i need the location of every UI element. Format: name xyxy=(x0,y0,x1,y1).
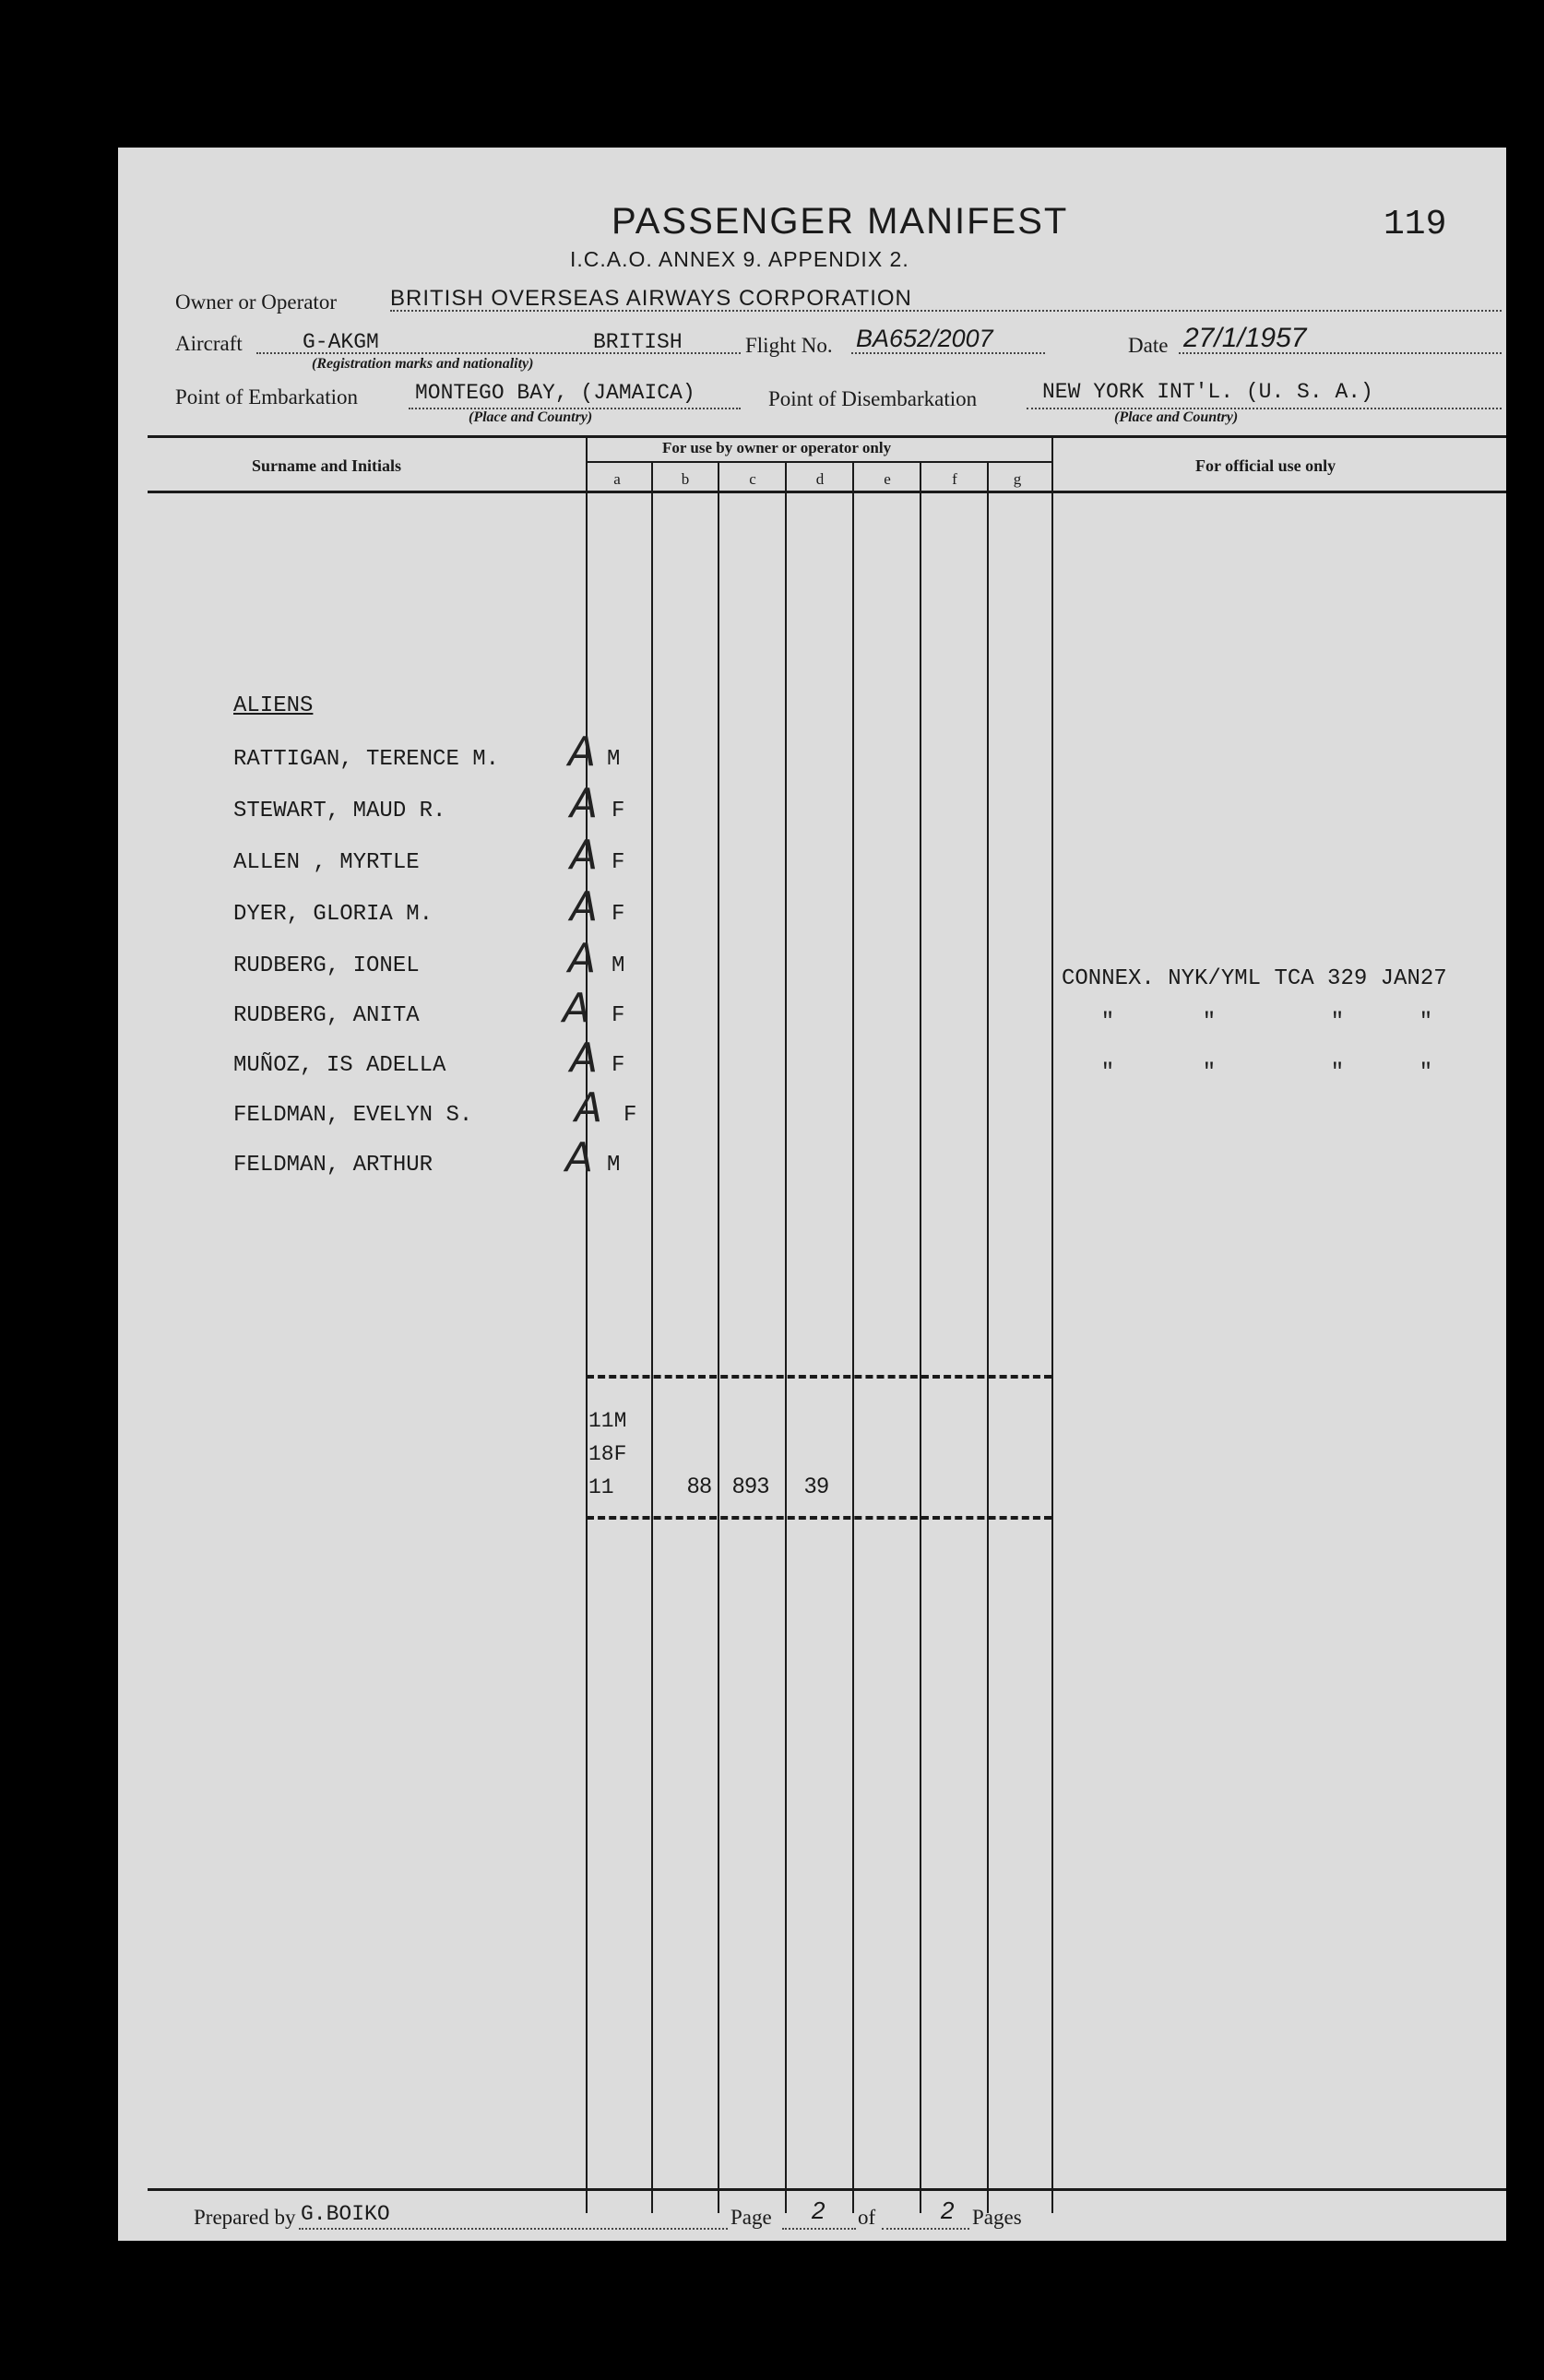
owner-use-header: For use by owner or operator only xyxy=(662,439,892,456)
passenger-name: RUDBERG, IONEL xyxy=(233,953,420,978)
prepared-by-value: G.BOIKO xyxy=(301,2202,390,2226)
aircraft-registration: G-AKGM xyxy=(303,330,379,354)
date-label: Date xyxy=(1128,334,1169,357)
ditto-mark: " xyxy=(1202,1060,1217,1085)
column-divider xyxy=(1051,435,1053,2213)
of-label: of xyxy=(858,2206,876,2229)
handwritten-a-mark: A xyxy=(568,728,597,776)
column-divider xyxy=(920,463,921,2213)
ditto-mark: " xyxy=(1202,1010,1217,1035)
passenger-sex: M xyxy=(612,953,625,978)
embarkation-value: MONTEGO BAY, (JAMAICA) xyxy=(415,381,695,405)
of-value: 2 xyxy=(941,2196,955,2224)
handwritten-a-mark: A xyxy=(565,1134,594,1181)
passenger-name: FELDMAN, EVELYN S. xyxy=(233,1103,473,1128)
manifest-sheet xyxy=(118,148,1506,2241)
column-g-header: g xyxy=(1013,470,1022,488)
table-header-bottom-rule xyxy=(148,491,1506,493)
total-males: 11M xyxy=(588,1409,627,1433)
official-use-header: For official use only xyxy=(1195,456,1336,475)
ditto-mark: " xyxy=(1100,1010,1115,1035)
total-column-c: 893 xyxy=(732,1474,770,1498)
embarkation-caption: (Place and Country) xyxy=(469,409,593,425)
flight-value: BA652/2007 xyxy=(856,325,993,352)
ditto-mark: " xyxy=(1330,1060,1345,1085)
ditto-mark: " xyxy=(1419,1060,1433,1085)
total-females: 18F xyxy=(588,1442,627,1466)
aircraft-label: Aircraft xyxy=(175,332,243,355)
totals-top-dashed-rule xyxy=(587,1375,1051,1379)
page-label: Page xyxy=(730,2206,772,2229)
page-dotted-line xyxy=(782,2228,856,2230)
document-subtitle: I.C.A.O. ANNEX 9. APPENDIX 2. xyxy=(570,247,909,271)
column-b-header: b xyxy=(681,470,690,488)
passenger-name: RUDBERG, ANITA xyxy=(233,1003,420,1028)
passenger-name: FELDMAN, ARTHUR xyxy=(233,1153,434,1178)
handwritten-a-mark: A xyxy=(570,1035,599,1082)
handwritten-a-mark: A xyxy=(570,883,599,930)
ditto-mark: " xyxy=(1419,1010,1433,1035)
owner-label: Owner or Operator xyxy=(175,290,337,314)
column-divider xyxy=(586,435,588,2213)
column-divider xyxy=(785,463,787,2213)
disembarkation-label: Point of Disembarkation xyxy=(768,387,978,410)
footer-rule xyxy=(148,2188,1506,2191)
column-c-header: c xyxy=(749,470,756,488)
column-divider xyxy=(987,463,989,2213)
passenger-sex: F xyxy=(612,1003,625,1028)
column-divider xyxy=(852,463,854,2213)
passenger-sex: F xyxy=(612,902,625,927)
passenger-sex: M xyxy=(607,747,621,772)
page-value: 2 xyxy=(812,2196,825,2224)
ditto-mark: " xyxy=(1330,1010,1345,1035)
passenger-sex: F xyxy=(612,850,625,875)
flight-label: Flight No. xyxy=(745,334,833,357)
passenger-name: MUÑOZ, IS ADELLA xyxy=(233,1053,446,1078)
total-column-b: 88 xyxy=(687,1474,712,1498)
embarkation-label: Point of Embarkation xyxy=(175,385,359,409)
page-number: 119 xyxy=(1384,205,1447,244)
disembarkation-caption: (Place and Country) xyxy=(1114,409,1239,425)
passenger-name: STEWART, MAUD R. xyxy=(233,799,446,823)
passenger-sex: M xyxy=(607,1153,621,1178)
aircraft-nationality: BRITISH xyxy=(593,330,683,354)
disembarkation-value: NEW YORK INT'L. (U. S. A.) xyxy=(1042,380,1373,404)
column-d-header: d xyxy=(815,470,825,488)
column-a-header: a xyxy=(613,470,621,488)
section-label-aliens: ALIENS xyxy=(233,693,314,718)
totals-bottom-dashed-rule xyxy=(587,1516,1051,1520)
passenger-sex: F xyxy=(624,1103,637,1128)
handwritten-a-mark: A xyxy=(570,832,599,879)
handwritten-a-mark: A xyxy=(570,780,599,827)
handwritten-a-mark: A xyxy=(563,985,591,1032)
column-divider xyxy=(651,463,653,2213)
official-note-connex: CONNEX. NYK/YML TCA 329 JAN27 xyxy=(1062,966,1447,991)
ditto-mark: " xyxy=(1100,1060,1115,1085)
handwritten-a-mark: A xyxy=(575,1084,603,1131)
passenger-name: ALLEN , MYRTLE xyxy=(233,850,420,875)
column-divider xyxy=(718,463,719,2213)
document-title: PASSENGER MANIFEST xyxy=(612,201,1069,242)
disembarkation-dotted-line xyxy=(1027,408,1502,409)
column-e-header: e xyxy=(884,470,891,488)
passenger-sex: F xyxy=(612,799,625,823)
of-dotted-line xyxy=(882,2228,969,2230)
aircraft-caption: (Registration marks and nationality) xyxy=(312,356,534,372)
total-column-d: 39 xyxy=(804,1474,829,1498)
table-top-rule xyxy=(148,435,1506,438)
owner-use-rule xyxy=(587,461,1052,463)
passenger-sex: F xyxy=(612,1053,625,1078)
passenger-name: RATTIGAN, TERENCE M. xyxy=(233,747,500,772)
pages-label: Pages xyxy=(972,2206,1022,2229)
date-value: 27/1/1957 xyxy=(1183,323,1307,353)
prepared-by-label: Prepared by xyxy=(194,2206,296,2229)
prepared-by-dotted-line xyxy=(299,2228,728,2230)
owner-value: BRITISH OVERSEAS AIRWAYS CORPORATION xyxy=(390,286,912,311)
column-f-header: f xyxy=(952,470,957,488)
total-passengers: 11 xyxy=(588,1475,614,1499)
passenger-name: DYER, GLORIA M. xyxy=(233,902,434,927)
handwritten-a-mark: A xyxy=(568,935,597,982)
surname-column-header: Surname and Initials xyxy=(252,456,402,475)
